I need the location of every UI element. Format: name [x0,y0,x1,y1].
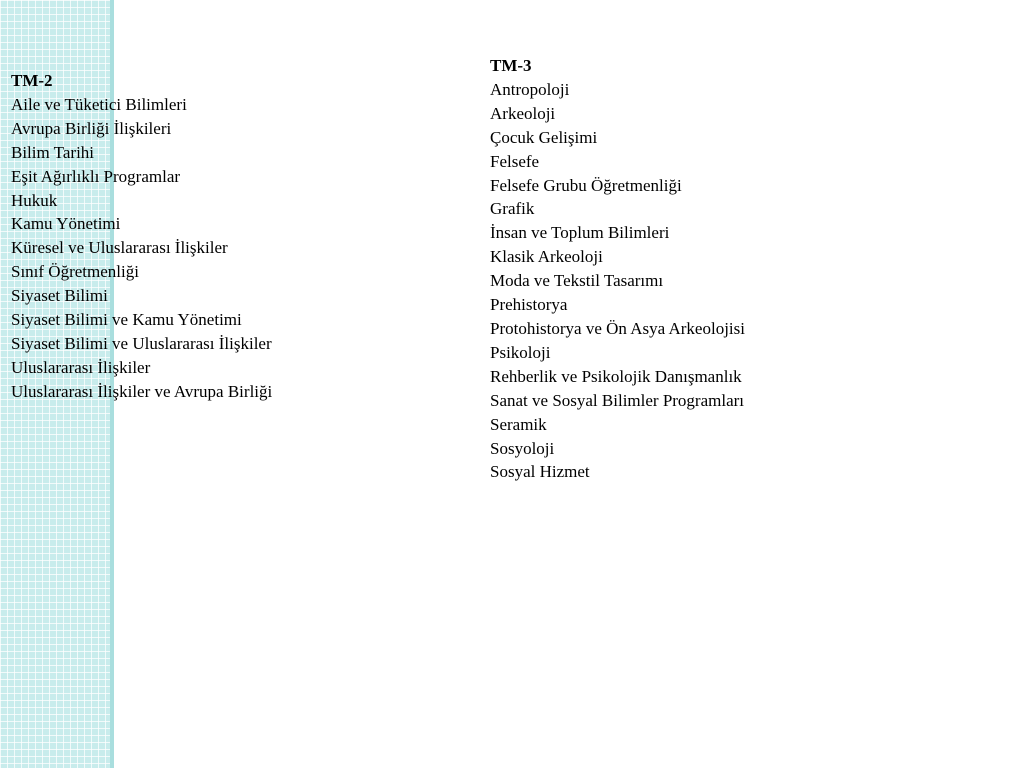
list-item: Eşit Ağırlıklı Programlar [11,166,181,186]
list-item: Rehberlik ve Psikolojik Danışmanlık [490,366,742,386]
list-item: Antropoloji [490,79,570,99]
tm3-list [490,78,745,484]
list-item: İnsan ve Toplum Bilimleri [490,223,670,243]
list-item: Grafik [490,199,535,219]
list-item: Moda ve Tekstil Tasarımı [490,271,664,291]
list-item: Seramik [490,414,547,434]
tm3-column [490,54,745,484]
tm2-column [11,69,272,404]
tm2-list [11,93,272,404]
list-item: Küresel ve Uluslararası İlişkiler [11,238,228,258]
tm3-heading: TM-3 [490,56,532,75]
list-item: Siyaset Bilimi ve Kamu Yönetimi [11,310,242,330]
list-item: Sanat ve Sosyal Bilimler Programları [490,390,745,410]
list-item: Avrupa Birliği İlişkileri [11,118,172,138]
list-item: Çocuk Gelişimi [490,127,598,147]
list-item: Uluslararası İlişkiler [11,357,151,377]
list-item: Hukuk [11,190,58,210]
list-item: Sınıf Öğretmenliği [11,262,139,282]
list-item: Psikoloji [490,342,551,362]
list-item: Felsefe Grubu Öğretmenliği [490,175,682,195]
list-item: Uluslararası İlişkiler ve Avrupa Birliği [11,381,273,401]
list-item: Arkeoloji [490,103,556,123]
list-item: Aile ve Tüketici Bilimleri [11,94,187,114]
list-item: Klasik Arkeoloji [490,247,603,267]
list-item: Siyaset Bilimi ve Uluslararası İlişkiler [11,333,272,353]
list-item: Prehistorya [490,295,568,315]
list-item: Kamu Yönetimi [11,214,121,234]
tm2-heading: TM-2 [11,71,53,90]
list-item: Siyaset Bilimi [11,286,108,306]
list-item: Sosyoloji [490,438,555,458]
list-item: Sosyal Hizmet [490,462,590,482]
list-item: Bilim Tarihi [11,142,95,162]
list-item: Felsefe [490,151,540,171]
list-item: Protohistorya ve Ön Asya Arkeolojisi [490,318,745,338]
